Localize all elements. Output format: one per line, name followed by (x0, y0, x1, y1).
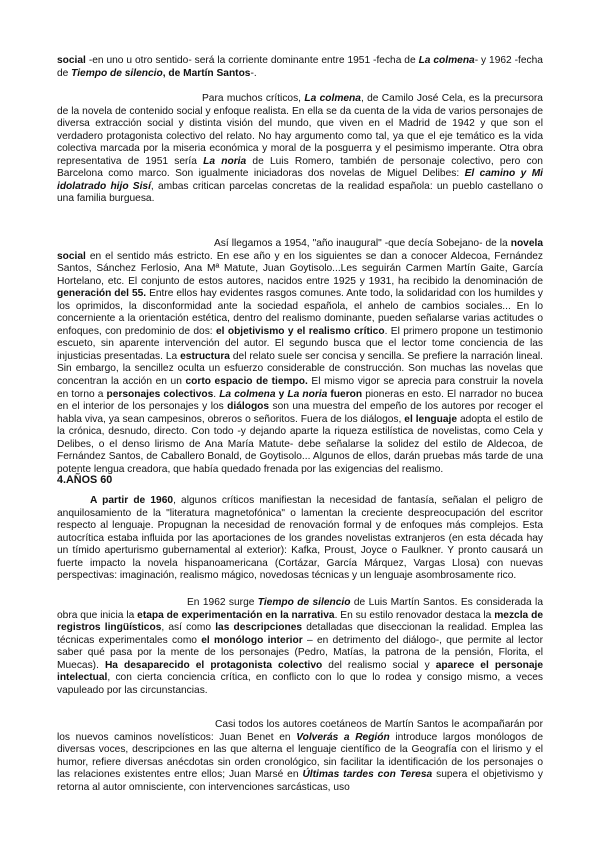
bold-term: el lenguaje (404, 413, 458, 425)
bold-term: estructura (180, 350, 230, 362)
text-run: del realismo social y (322, 659, 436, 671)
text-run: -en uno u otro sentido- será la corriente dominante entre 1951 -fecha de (85, 55, 419, 66)
book-title: La noria (203, 155, 247, 167)
text-run: en el sentido más estricto. En ese año y en los siguientes se dan a conocer Aldecoa, Fernández Santos, Sánchez Ferlosio, Ana Mª Matute, Juan Goytisolo...Les seguirán Carmen Martín Gaite, García Hortelano, etc. El conjunto de estos autores, nacidos entre 1925 y 1931, ha recibido la denominación de (57, 250, 543, 287)
bold-term: , (162, 67, 169, 79)
text-run: supera el objetivismo y retorna al autor omnisciente, con intervenciones sarcásticas, uso (57, 769, 544, 793)
bold-term: las descripciones (215, 622, 303, 634)
bold-term: aparece el personaje intelectual (57, 659, 543, 684)
text-run: . (213, 388, 220, 400)
paragraph-la-colmena (57, 93, 543, 206)
bold-term: mezcla de registros lingüísticos (57, 609, 544, 634)
bold-term: A partir de 1960 (90, 495, 174, 506)
book-title: La colmena (304, 93, 361, 104)
text-run: Entre ellos hay evidentes rasgos comunes. Ante todo, la solidaridad con los humildes y los oprimidos, la disconformidad ante la sociedad española, el anhelo de cambios sociales... En lo concerniente a la orientación estética, dentro del realismo dominante, pueden señalarse varias actitudes o enfoques, con predominio de dos: (57, 288, 543, 337)
text-run: Así llegamos a 1954, "año inaugural" -que decía Sobejano- de la (214, 238, 511, 249)
book-title: Últimas tardes con Teresa (302, 769, 433, 781)
text-run: adopta el estilo de la crónica, desnudo, directo. Con todo -y dejando aparte la riqueza estilística de novelistas, como Cela y Delibes, o el denso lirismo de Ana María Matute- debe señalarse la solidez del estilo de Aldecoa, de Fernández Santos, de Caballero Bonald, de Goytisolo... Algunos de ellos, darán pruebas más tarde de una potente lengua creadora, que había quedado frenada por las exigencias del realismo. (57, 413, 543, 475)
text-run: , ambas critican parcelas concretas de la realidad española: un pueblo castellano o una familia burguesa. (57, 180, 543, 205)
bold-term: etapa de experimentación en la narrativa (137, 609, 335, 621)
bold-term: Ha desaparecido el protagonista colectivo (104, 659, 323, 671)
bold-term: el monólogo interior (201, 634, 303, 646)
text-run: El mismo vigor se aprecia para construir la novela en torno a (57, 376, 543, 400)
bold-term: el objetivismo y el realismo crítico (216, 325, 385, 337)
book-title: Volverás a Región (296, 731, 390, 743)
text-run: detalladas que diseccionan la realidad. Emplea las técnicas experimentales como (57, 622, 544, 646)
paragraph-tiempo-de-silencio (57, 597, 543, 697)
text-run: – en detrimento del diálogo-, que permite al lector saber qué pasa por la mente de los personajes (Pedro, Matías, la patrona de la pensión, Florita, el Muecas). (57, 634, 543, 671)
text-run: son una muestra del empeño de los autores por recoger el habla viva, ya sean campesinos, obreros o señoritos. Fuera de los diálogos, (57, 401, 543, 425)
book-title: Tiempo de silencio (257, 597, 351, 608)
paragraph-generacion-55 (57, 238, 543, 476)
book-title: El camino y Mi idolatrado hijo Sisí (57, 168, 544, 192)
text-run: . En su estilo renovador destaca la (334, 609, 495, 621)
text-run: Casi todos los autores coetáneos de Martín Santos le acompañarán por los nuevos caminos novelísticos: Juan Benet en (57, 719, 543, 743)
paragraph-autores-coetaneos (57, 719, 543, 794)
text-run: , con cierta conciencia crítica, en conflicto con lo que lo rodea y consigo mismo, a veces vapuleado por las circunstancias. (57, 672, 543, 696)
paragraph-anos-60 (57, 495, 543, 583)
text-run: pioneras en esto. El narrador no bucea en el interior de los personajes y los (57, 388, 543, 413)
text-run: , así como (161, 622, 216, 634)
text-run: Para muchos críticos, (202, 93, 305, 104)
book-title: La colmena (219, 388, 276, 400)
bold-term: de Martín Santos (168, 67, 251, 79)
text-run: En 1962 surge (187, 597, 258, 608)
bold-term: diálogos (227, 401, 270, 413)
bold-term: novela social (57, 238, 543, 262)
text-run: -. (250, 67, 257, 79)
book-title: La noria (287, 388, 328, 400)
book-title: La colmena (418, 55, 475, 66)
text-run: - y 1962 -fecha de (57, 55, 543, 79)
text-run: . El primero propone un testimonio escueto, sin aparente intervención del autor. El segundo busca que el lector tome conciencia de las injusticias presentadas. La (57, 325, 543, 362)
text-run: de Luis Martín Santos. Es considerada la obra que inicia la (57, 597, 543, 621)
bold-term: corto espacio de tiempo. (185, 376, 308, 388)
text-run: de Luis Romero, también de personaje colectivo, pero con Barcelona como marco. Son igualmente iniciadoras dos novelas de Miguel Delibes: (57, 155, 543, 180)
section-heading: 4.AÑOS 60 (57, 474, 113, 486)
text-run: , de Camilo José Cela, es la precursora de la novela de contenido social y enfoque realista. En ella se da cuenta de la vida de varios personajes de diversa extracción social y distinta visión del mundo, que viven en el Madrid de 1942 y que son el verdadero protagonista colectivo del relato. No hay argumento como tal, ya que el eje temático es la vida colectiva marcada por la miseria económica y moral de la posguerra y el pesimismo imperante. Otra obra representativa de 1951 sería (57, 93, 543, 167)
bold-term: fueron (327, 388, 363, 400)
text-run: del relato suele ser concisa y sencilla. Se prefiere la narración lineal. Sin embargo, la sencillez oculta un esfuerzo considerable de construcción. Son muchas las novelas que concentran la acción en un (57, 350, 543, 388)
text-run: , algunos críticos manifiestan la necesidad de fantasía, señalan el peligro de anquilosamiento de la "literatura magnetofónica" o lamentan la creciente despreocupación del escritor respecto al lenguaje. Propugnan la necesidad de renovación formal y de enfoques más complejos. Esta autocrítica estaba influida por las aportaciones de los grandes novelistas extranjeros (en esta década hay un tímido aperturismo gubernamental al exterior): Kafka, Proust, Joyce o Faulkner. Y pronto causará un fuerte impacto la novela hispanoamericana (Cortázar, García Márquez, Vargas Llosa) con nuevas perspectivas: imaginación, realismo mágico, novedosas técnicas y un lenguaje asombrosamente rico. (57, 495, 543, 582)
bold-term: personajes colectivos (106, 388, 214, 400)
paragraph-intro-social (57, 55, 543, 80)
text-run: introduce largos monólogos de diversas voces, descripciones en las que alterna el lenguaje científico de la Geografía con el lirismo y el humor, refiere diversas anécdotas sin orden cronológico, sin facilitar la identificación de los personajes o las relaciones existentes entre ellos; Juan Marsé en (57, 731, 543, 781)
bold-term: y (275, 388, 288, 400)
bold-term: generación del 55. (57, 288, 147, 300)
book-title: Tiempo de silencio (71, 67, 163, 79)
bold-term: social (57, 55, 86, 66)
